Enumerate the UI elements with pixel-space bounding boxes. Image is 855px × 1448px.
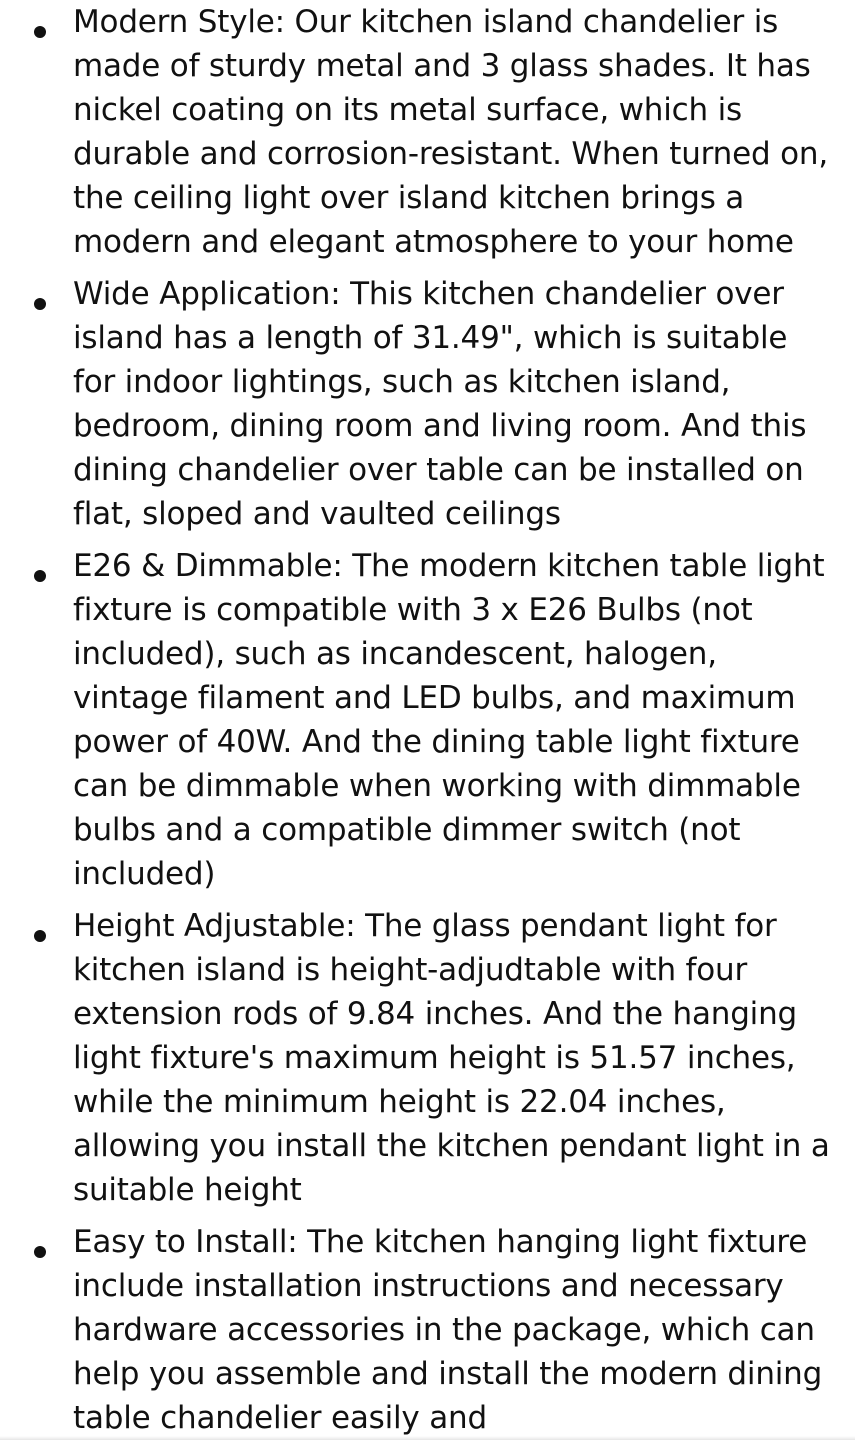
feature-bullet-text: Height Adjustable: The glass pendant light for kitchen island is height-adjudtable with four extension rods of 9.84 inches. And the hanging light fixture's maximum height is 51.57 inches, while the minimum height is 22.04 inches, allowing you install the kitchen pendant light in a suitable height — [73, 908, 830, 1208]
feature-bullet-text: Wide Application: This kitchen chandelier over island has a length of 31.49", which is suitable for indoor lightings, such as kitchen island, bedroom, dining room and living room. And this dining chandelier over table can be installed on flat, sloped and vaulted ceilings — [73, 276, 807, 532]
bullet-point-icon — [34, 570, 46, 582]
feature-bullet-easy-install — [0, 1220, 855, 1440]
feature-bullet-e26-dimmable — [0, 544, 855, 896]
feature-bullet-text: Easy to Install: The kitchen hanging light fixture include installation instructions and necessary hardware accessories in the package, which can help you assemble and install the modern dining table chandelier easily and — [73, 1224, 823, 1436]
bullet-point-icon — [34, 1246, 46, 1258]
feature-bullet-height-adjustable — [0, 904, 855, 1212]
bullet-point-icon — [34, 26, 46, 38]
feature-bullet-text: Modern Style: Our kitchen island chandelier is made of sturdy metal and 3 glass shades. It has nickel coating on its metal surface, which is durable and corrosion-resistant. When turned on, the ceiling light over island kitchen brings a modern and elegant atmosphere to your home — [73, 4, 828, 260]
feature-bullet-text: E26 & Dimmable: The modern kitchen table light fixture is compatible with 3 x E26 Bulbs (not included), such as incandescent, halogen, vintage filament and LED bulbs, and maximum power of 40W. And the dining table light fixture can be dimmable when working with dimmable bulbs and a compatible dimmer switch (not included) — [73, 548, 825, 892]
feature-bullet-modern-style — [0, 0, 855, 264]
bullet-point-icon — [34, 298, 46, 310]
bullet-point-icon — [34, 930, 46, 942]
feature-bullet-wide-application — [0, 272, 855, 536]
scroll-edge-divider — [0, 1436, 855, 1440]
